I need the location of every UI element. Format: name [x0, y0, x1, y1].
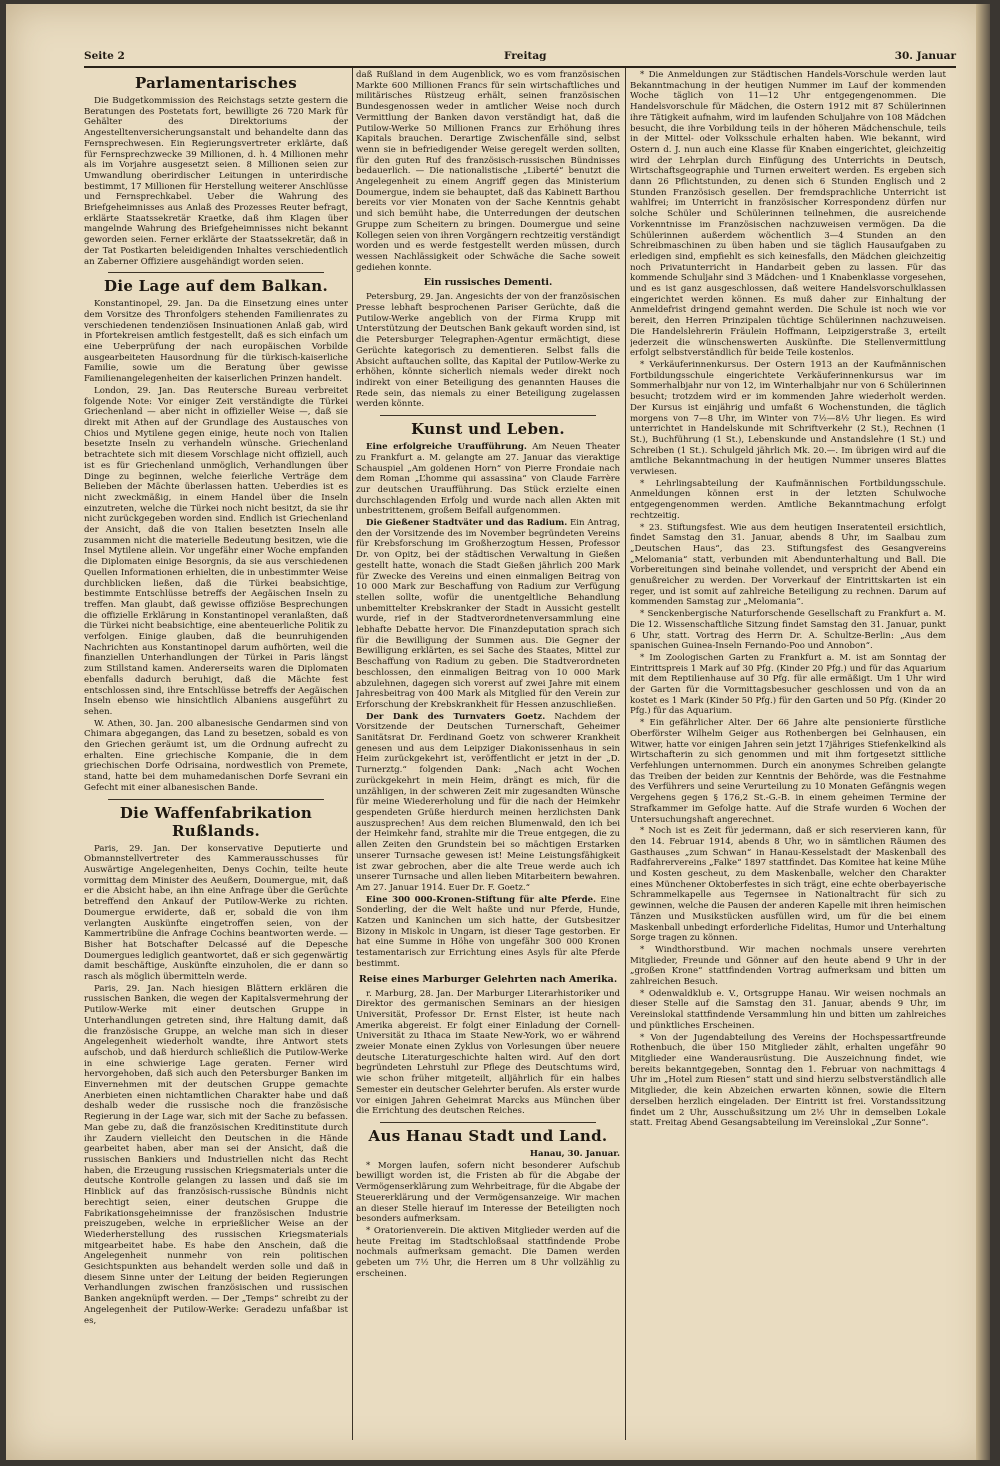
- article-paragraph: W. Athen, 30. Jan. 200 albanesische Gendarmen sind von Chimara abgegangen, das Land zu besetzen, sobald es von den Griechen geräumt ist, um die Ordnung aufrecht zu erhalten. Eine griechische Kompanie, die in dem griechischen Dorfe Odrisaina, nordwestlich von Premete, stand, hatte bei dem muhamedanischen Dorfe Sevrani ein Gefecht mit einer albanesischen Bande.: [84, 718, 348, 793]
- column-2: [356, 70, 620, 1440]
- item-heading: Eine erfolgreiche Uraufführung.: [366, 442, 527, 453]
- column-1: [84, 70, 348, 1440]
- article-paragraph: [356, 518, 620, 711]
- item-text: Nachdem der Vorsitzende der Deutschen Turnerschaft, Geheimer Sanitätsrat Dr. Ferdinand Goetz von schwerer Krankheit genesen und aus dem Leipziger Diakonissenhaus in sein Heim zurückgekehrt ist, veröffentlicht er jetzt in der „D. Turnerztg.“ folgenden Dank: „Nach acht Wochen zurückgekehrt in mein Heim, drängt es mich, für die unzähligen, in der schweren Zeit mir zugesandten Wünsche für meine Wiedererholung und für die nach der Heimkehr gespendeten Grüße hierdurch meinen herzlichsten Dank auszusprechen! Aus dem reichen Blumenwald, den ich bei der Heimkehr fand, strahlte mir die Treue entgegen, die zu allen Zeiten den Grundstein bei so mächtigen Erstarken unserer Turnsache gewesen ist! Meine Leistungsfähigkeit ist zwar gebrochen, aber die alte Treue werde auch ich unserer Turnsache und allen lieben Mitarbeitern bewahren. Am 27. Januar 1914. Euer Dr. F. Goetz.“: [356, 711, 620, 893]
- local-news-item: * Im Zoologischen Garten zu Frankfurt a. M. ist am Sonntag der Eintrittspreis 1 Mark auf 30 Pfg. (Kinder 20 Pfg.) und für das Aquarium mit dem Reptilienhause auf 30 Pfg. für alle ermäßigt. Um 1 Uhr wird der Garten für die Vormittagsbesucher geschlossen und von da an kostet es 1 Mark (Kinder 50 Pfg.) für den Garten und 50 Pfg. (Kinder 20 Pfg.) für das Aquarium.: [630, 652, 946, 717]
- column-rule-2: [625, 68, 626, 1440]
- item-heading: Die Gießener Stadtväter und das Radium.: [366, 518, 568, 529]
- page-number: Seite 2: [84, 50, 125, 62]
- section-title-waffenfabrikation: Die Waffenfabrikation Rußlands.: [119, 803, 313, 840]
- article-paragraph: [356, 895, 620, 970]
- local-news-item: * Ein gefährlicher Alter. Der 66 Jahre alte pensionierte fürstliche Oberförster Wilhelm Geiger aus Rothenbergen bei Gelnhausen, ein Witwer, hatte vor einigen Jahren sein jetzt 17jähriges Stiefenkelkind als Wirtschafterin zu sich genommen und mit ihm fortgesetzt sittliche Verfehlungen unternommen. Durch ein anonymes Schreiben gelangte das Treiben der beiden zur Kenntnis der Behörde, was die Festnahme des Verführers und seine Verurteilung zu 10 Monaten Gefängnis wegen Vergehens gegen § 176,2 St.-G.-B. in einem geheimen Termine der Strafkammer im Gefolge hatte. Auf die Strafe wurden 6 Wochen der Untersuchungshaft angerechnet.: [630, 718, 946, 825]
- subheading-dementi: Ein russisches Dementi.: [423, 277, 553, 289]
- page-gutter-shadow: [976, 4, 990, 1460]
- header-rule: [84, 66, 956, 68]
- article-paragraph: [356, 712, 620, 894]
- running-header: [84, 50, 956, 66]
- article-separator: [108, 272, 324, 273]
- article-paragraph: Konstantinopel, 29. Jan. Da die Einsetzung eines unter dem Vorsitze des Thronfolgers stehenden Familienrates zu verschiedenen tendenziösen Insinuationen Anlaß gab, wird in Pfortekreisen amtlich festgestellt, daß es sich einfach um eine Ueberprüfung der nach europäischen Vorbilde ausgearbeiteten Hausordnung für die türkisch-kaiserliche Familie, sowie um die Beratung über gewisse Familienangelegenheiten der kaiserlichen Prinzen handelt.: [84, 299, 348, 385]
- column-rule-1: [352, 68, 353, 1440]
- item-text: Am Neuen Theater zu Frankfurt a. M. gelangte am 27. Januar das vieraktige Schauspiel „Am goldenen Horn“ von Pierre Frondaie nach dem Roman „L’homme qui assassina“ von Claude Farrère zur deutschen Uraufführung. Das Stück erzielte einen durchschlagenden Erfolg und wurde nach allen Akten mit unbestrittenem, großem Beifall aufgenommen.: [356, 442, 620, 517]
- header-weekday: Freitag: [504, 50, 547, 62]
- local-news-item: * Verkäuferinnenkursus. Der Ostern 1913 an der Kaufmännischen Fortbildungsschule eingerichtete Verkäuferinnenkursus war im Sommerhalbjahr nur von 12, im Winterhalbjahr nur von 6 Schülerinnen besucht; trotzdem wird er im kommenden Jahre wiederholt werden. Der Kursus ist einjährig und umfaßt 6 Wochenstunden, die täglich morgens von 7—8 Uhr, im Winter von 7½—8½ Uhr liegen. Es wird unterrichtet in Handelskunde mit Schriftverkehr (2 St.), Rechnen (1 St.), Buchführung (1 St.), Lebenskunde und Anstandslehre (1 St.) und Schreiben (1 St.). Schulgeld jährlich Mk. 20.—. Im übrigen wird auf die amtliche Bekanntmachung in der heutigen Nummer unseres Blattes verwiesen.: [630, 359, 946, 478]
- local-news-item: * Senckenbergische Naturforschende Gesellschaft zu Frankfurt a. M. Die 12. Wissenschaftliche Sitzung findet Samstag den 31. Januar, punkt 6 Uhr, statt. Vortrag des Herrn Dr. A. Schultze-Berlin: „Aus dem spanischen Guinea-Inseln Fernando-Poo und Annobon“.: [630, 609, 946, 652]
- local-news-item: * Noch ist es Zeit für jedermann, daß er sich reservieren kann, für den 14. Februar 1914, abends 8 Uhr, wo in sämtlichen Räumen des Gasthauses „zum Schwan“ in Hanau-Kesselstadt der Maskenball des Radfahrervereins „Falke“ 1897 stattfindet. Das Komitee hat keine Mühe und Kosten gescheut, zu dem Maskenballe, welcher den Charakter eines Münchener Oktoberfestes in sich trägt, eine echte oberbayerische Schrammelkapelle aus Tegernsee in Nationaltracht für sich zu gewinnen, welche die Pausen der anderen Kapelle mit ihren heimischen Tänzen und Musikstücken ausfüllen wird, um für die bei einem Maskenball unbedingt erforderliche Fidelitas, Humor und Unterhaltung Sorge tragen zu können.: [630, 826, 946, 944]
- local-news-item: * 23. Stiftungsfest. Wie aus dem heutigen Inseratenteil ersichtlich, findet Samstag den 31. Januar, abends 8 Uhr, im Saalbau zum „Deutschen Haus“, das 23. Stiftungsfest des Gesangvereins „Melomania“ statt, verbunden mit Abendunterhaltung und Ball. Die Vorbereitungen sind beinahe vollendet, und verspricht der Abend ein genußreicher zu werden. Der Vorverkauf der Eintrittskarten ist ein reger, und ist somit auf zahlreiche Beteiligung zu rechnen. Darum auf kommenden Samstag zur „Melomania“.: [630, 522, 946, 608]
- section-title-hanau: Aus Hanau Stadt und Land.: [368, 1126, 608, 1145]
- article-paragraph: * Morgen laufen, sofern nicht besonderer Aufschub bewilligt worden ist, die Fristen ab für die Abgabe der Vermögenserklärung zum Wehrbeitrage, für die Abgabe der Steuererklärung und der Vermögensanzeige. Wir machen an dieser Stelle hierauf im Interesse der Beteiligten noch besonders aufmerksam.: [356, 1160, 620, 1225]
- article-paragraph: Paris, 29. Jan. Der konservative Deputierte und Obmannstellvertreter des Kammerausschusses für Auswärtige Angelegenheiten, Denys Cochin, teilte heute vormittag dem Minister des Aeußern, Doumergue, mit, daß er die Absicht habe, an ihn eine Anfrage über die Gerüchte betreffend den Ankauf der Putilow-Werke zu richten. Doumergue erwiderte, daß er, sobald die von ihm verlangten Auskünfte eingetroffen seien, von der Kammertribüne die Anfrage Cochins beantworten werde. — Bisher hat Botschafter Delcassé auf die Depesche Doumergues lediglich geantwortet, daß er sich gegenwärtig damit beschäftige, Auskünfte einzuholen, die er dann so rasch als möglich übermitteln werde.: [84, 843, 348, 983]
- local-news-item: * Die Anmeldungen zur Städtischen Handels-Vorschule werden laut Bekanntmachung in der heutigen Nummer im Lauf der kommenden Woche täglich von 11—12 Uhr entgegengenommen. Die Handelsvorschule für Mädchen, die Ostern 1912 mit 87 Schülerinnen ihre Tätigkeit aufnahm, wird im laufenden Schuljahre von 108 Mädchen besucht, die ihre Vorbildung teils in der höheren Mädchenschule, teils in der Mittel- oder Volksschule erhalten haben. Wie bekannt, wird Ostern d. J. nun auch eine Klasse für Knaben eingerichtet, gleichzeitig wird der Lehrplan durch Einfügung des Unterrichts in Deutsch, Wirtschaftsgeographie und Turnen erweitert werden. Es ergeben sich dann 26 Pflichtstunden, zu denen sich 6 Stunden Englisch und 2 Stunden Französisch gesellen. Der fremdsprachliche Unterricht ist wahlfrei; im Unterricht in französischer Korrespondenz dürfen nur solche Schüler und Schülerinnen teilnehmen, die ausreichende Vorkenntnisse im Französischen nachzuweisen vermögen. Da die Schülerinnen außerdem wöchentlich 3—4 Stunden an den Schreibmaschinen zu üben haben und sie täglich Hausaufgaben zu erledigen sind, empfiehlt es sich keinesfalls, den Mädchen gleichzeitig noch Privatunterricht in Handarbeit geben zu lassen. Für das kommende Schuljahr sind 3 Mädchen- und 1 Knabenklasse vorgesehen, und es ist ganz ausgeschlossen, daß weitere Handelsvorschulklassen eingerichtet werden können. Es muß daher zur Einhaltung der Anmeldefrist dringend gemahnt werden. Die Schule ist noch wie vor bereit, den Herren Prinzipalen tüchtige Schülerinnen nachzuweisen. Die Handelslehrerin Fräulein Hoffmann, Leipzigerstraße 3, erteilt jederzeit die wünschenswerten Auskünfte. Die Stellenvermittlung erfolgt selbstverständlich für beide Teile kostenlos.: [630, 70, 946, 359]
- article-paragraph: London, 29. Jan. Das Reutersche Bureau verbreitet folgende Note: Vor einiger Zeit verständigte die Türkei Griechenland — aber nicht in offizieller Weise —, daß sie direkt mit Athen auf der Grundlage des Austausches von Chios und Mytilene gegen einige, heute noch von Italien besetzte Inseln zu verhandeln wünsche. Griechenland betrachtete sich mit diesem Vorschlage nicht offiziell, auch ist es für Griechenland unmöglich, Verhandlungen über Dinge zu beginnen, welche feierliche Verträge dem Belieben der Mächte überlassen hatten. Ueberdies ist es nicht zweckmäßig, in einem Handel über die Inseln einzutreten, welche die Türkei noch nicht besitzt, da sie ihr nicht zurückgegeben worden sind. Endlich ist Griechenland der Ansicht, daß die von Italien besetzten Inseln alle zusammen nicht die materielle Bedeutung besitzen, wie die Insel Mytilene allein. Vor ungefähr einer Woche empfanden die Diplomaten einige Besorgnis, da sie aus verschiedenen Quellen Informationen erhielten, die in unbestimmter Weise durchblicken ließen, daß die Türkei beabsichtige, bestimmte Entschlüsse betreffs der Aegäischen Inseln zu treffen. Man glaubt, daß gewisse offiziöse Besprechungen die offizielle Erklärung in Konstantinopel veranlaßten, daß die Türkei nicht beabsichtige, eine abenteuerliche Politik zu verfolgen. Einige glauben, daß die beunruhigenden Nachrichten aus Konstantinopel darum aufhörten, weil die finanziellen Unterhandlungen der Türkei in Paris längst zum Stillstand kamen. Andererseits waren die Diplomaten ebenfalls dadurch beruhigt, daß die Mächte fest entschlossen sind, ihre Entschlüsse betreffs der Aegäischen Inseln ebenso wie hinsichtlich Albaniens ausgeführt zu sehen.: [84, 385, 348, 717]
- article-separator: [380, 415, 596, 416]
- article-separator: [108, 799, 324, 800]
- dateline: Hanau, 30. Januar.: [529, 1148, 620, 1159]
- item-heading: Eine 300 000-Kronen-Stiftung für alte Pferde.: [366, 894, 597, 905]
- article-paragraph: * Oratorienverein. Die aktiven Mitglieder werden auf die heute Freitag im Stadtschloßsaal stattfindende Probe nochmals aufmerksam gemacht. Die Damen werden gebeten um 7½ Uhr, die Herren um 8 Uhr vollzählig zu erscheinen.: [356, 1225, 620, 1279]
- header-date: 30. Januar: [894, 50, 956, 62]
- section-title-parlamentarisches: Parlamentarisches: [134, 74, 298, 92]
- article-paragraph: [356, 442, 620, 517]
- local-news-item: * Windthorstbund. Wir machen nochmals unsere verehrten Mitglieder, Freunde und Gönner auf den heute abend 9 Uhr in der „großen Krone“ stattfindenden Vortrag aufmerksam und bitten um zahlreichen Besuch.: [630, 944, 946, 988]
- article-paragraph: Petersburg, 29. Jan. Angesichts der von der französischen Presse lebhaft besprochenen Pariser Gerüchte, daß die Putilow-Werke angeblich von der Firma Krupp mit Unterstützung der Deutschen Bank gekauft worden sind, ist die Petersburger Telegraphen-Agentur ermächtigt, diese Gerüchte kategorisch zu dementieren. Selbst falls die Absicht auftauchen sollte, das Kapital der Putilow-Werke zu erhöhen, könnte sicherlich niemals weder direkt noch indirekt von einer Beteiligung des genannten Hauses die Rede sein, das niemals zu einer Beteiligung zugelassen werden könnte.: [356, 292, 620, 410]
- newspaper-page: [6, 4, 990, 1460]
- section-title-kunst-und-leben: Kunst und Leben.: [411, 420, 565, 439]
- subheading-marburg: Reise eines Marburger Gelehrten nach Amerika.: [358, 973, 618, 985]
- item-text: Ein Antrag, den der Vorsitzende des im November begründeten Vereins für Krebsforschung im Großherzogtum Hessen, Professor Dr. von Opitz, bei der städtischen Verwaltung in Gießen gestellt hatte, wonach die Stadt Gießen jährlich 200 Mark für Zwecke des Vereins und einen einmaligen Beitrag von 10 000 Mark zur Beschaffung von Radium zur Verfügung stellen sollte, wofür die unentgeltliche Behandlung unbemittelter Krebskranker der Stadt in Aussicht gestellt wurde, rief in der Stadtverordnetenversammlung eine lebhafte Debatte hervor. Die Finanzdeputation sprach sich für die Bewilligung der Summen aus. Die Gegner der Bewilligung erklärten, es sei Sache des Staates, Mittel zur Beschaffung von Radium zu geben. Die Stadtverordneten beschlossen, den einmaligen Beitrag von 10 000 Mark abzulehnen, dagegen sich vorerst auf zwei Jahre mit einem Jahresbeitrag von 400 Mark als Mitglied für den Verein zur Erforschung der Krebskrankheit für Hessen anzuschließen.: [356, 518, 620, 710]
- local-news-item: * Von der Jugendabteilung des Vereins der Hochspessartfreunde Rothenbuch, die über 150 Mitglieder zählt, erhalten ungefähr 90 Mitglieder eine Wanderausrüstung. Die Auszeichnung findet, wie bereits bekanntgegeben, Sonntag den 1. Februar von nachmittags 4 Uhr im „Hotel zum Riesen“ statt und sind hierzu selbstverständlich alle Mitglieder, die kein Abzeichen erwarten können, sowie die Eltern derselben herzlich eingeladen. Der Eintritt ist frei. Vorstandssitzung findet um 2 Uhr, Ausschußsitzung um 2½ Uhr in demselben Lokale statt. Freitag Abend Gesangsabteilung im Vereinslokal „Zur Sonne“.: [630, 1032, 946, 1129]
- article-paragraph: Paris, 29. Jan. Nach hiesigen Blättern erklären die russischen Banken, die wegen der Kapitalsvermehrung der Putilow-Werke mit einer deutschen Gruppe in Unterhandlungen getreten sind, ihre Haltung damit, daß die französische Gruppe, an welche man sich in dieser Angelegenheit wiederholt wandte, ihre Antwort stets aufschob, und daß hierdurch schließlich die Putilow-Werke in eine schwierige Lage geraten. Ferner wird hervorgehoben, daß sich auch den Petersburger Banken im Einvernehmen mit der deutschen Gruppe gemachte Anerbieten einen nichtamtlichen Charakter habe und daß deshalb weder die russische noch die französische Regierung in der Lage war, sich mit der Sache zu befassen. Man gebe zu, daß die französischen Kreditinstitute durch ihr Zaudern vielleicht den Deutschen in die Hände gearbeitet haben, aber man sei der Ansicht, daß die russischen Bankiers und Industriellen nicht das Recht haben, die Erzeugung russischen Kriegsmaterials unter die deutsche Kontrolle gelangen zu lassen und daß sie im Hinblick auf das französisch-russische Bündnis nicht berechtigt seien, einer deutschen Gruppe die Fabrikationsgeheimnisse der französischen Industrie preiszugeben, welche in erprießlicher Weise an der Wiederherstellung des russischen Kriegsmaterials mitgearbeitet habe. Es habe den Anschein, daß die Angelegenheit nunmehr von rein politischen Gesichtspunkten aus behandelt werden solle und daß in diesem Sinne unter der Leitung der beiden Regierungen Verhandlungen zwischen französischen und russischen Banken angeknüpft werden. — Der „Temps“ schreibt zu der Angelegenheit der Putilow-Werke: Geradezu unfaßbar ist es,: [84, 983, 348, 1326]
- local-news-item: * Odenwaldklub e. V., Ortsgruppe Hanau. Wir weisen nochmals an dieser Stelle auf die Samstag den 31. Januar, abends 9 Uhr, im Vereinslokal stattfindende Versammlung hin und bitten um zahlreiches und pünktliches Erscheinen.: [630, 988, 946, 1031]
- article-paragraph: r. Marburg, 28. Jan. Der Marburger Literarhistoriker und Direktor des germanischen Seminars an der hiesigen Universität, Professor Dr. Ernst Elster, ist heute nach Amerika abgereist. Er folgt einer Einladung der Cornell-Universität zu Ithaca im Staate New-York, wo er während zweier Monate einen Zyklus von Vorlesungen über neuere deutsche Literaturgeschichte halten wird. Auf den dort begründeten Lehrstuhl zur Pflege des Deutschtums wird, wie schon früher mitgeteilt, alljährlich für ein halbes Semester ein deutscher Gelehrter berufen. Als erster wurde vor einigen Jahren Geheimrat Marcks aus München über die Errichtung des deutschen Reiches.: [356, 988, 620, 1117]
- article-separator: [380, 1122, 596, 1123]
- section-title-balkan: Die Lage auf dem Balkan.: [104, 277, 328, 296]
- item-text: Eine Sonderling, der die Welt haßte und nur Pferde, Hunde, Katzen und Kaninchen um sich hatte, der Gutsbesitzer Bizony in Miskolc in Ungarn, ist dieser Tage gestorben. Er hat eine Summe in Höhe von ungefähr 300 000 Kronen testamentarisch zur Errichtung eines Asyls für alte Pferde bestimmt.: [356, 894, 620, 969]
- local-news-item: * Lehrlingsabteilung der Kaufmännischen Fortbildungsschule. Anmeldungen können erst in der letzten Schulwoche entgegengenommen werden. Amtliche Bekanntmachung erfolgt rechtzeitig.: [630, 478, 946, 521]
- column-3: [630, 70, 946, 1440]
- item-heading: Der Dank des Turnvaters Goetz.: [366, 711, 546, 722]
- article-paragraph: daß Rußland in dem Augenblick, wo es vom französischen Markte 600 Millionen Francs für sein wirtschaftliches und militärisches Rüstzeug erhält, seinen französischen Bundesgenossen weder in amtlicher Weise noch durch Vermittlung der Banken davon verständigt hat, daß die Putilow-Werke 50 Millionen Francs zur Erhöhung ihres Kapitals brauchen. Derartige Zwischenfälle sind, selbst wenn sie in befriedigender Weise geregelt werden sollten, für den guten Ruf des französisch-russischen Bündnisses bedauerlich. — Die nationalistische „Liberté“ benutzt die Angelegenheit zu einem Angriff gegen das Ministerium Doumergue, indem sie behauptet, daß das Kabinett Barthou bereits vor vier Monaten von der Sache Kenntnis gehabt und sich bemüht habe, die Unterredungen der deutschen Gruppe zum Scheitern zu bringen. Doumergue und seine Kollegen seien von ihren Vorgängern rechtzeitig verständigt worden und es werde festgestellt werden müssen, durch wessen Nachlässigkeit oder Schwäche die Sache soweit gediehen konnte.: [356, 70, 620, 273]
- article-paragraph: Die Budgetkommission des Reichstags setzte gestern die Beratungen des Postetats fort, bewilligte 26 720 Mark für Gehälter des Direktoriums der Angestelltenversicherungsanstalt und behandelte dann das Fernsprechwesen. Ein Regierungsvertreter erklärte, daß für Fernsprechzwecke 39 Millionen, d. h. 4 Millionen mehr als im Vorjahre ausgesetzt seien. 8 Millionen seien zur Umwandlung oberirdischer Leitungen in unterirdische bestimmt, 17 Millionen für Herstellung weiterer Anschlüsse und Fernsprechkabel. Ueber die Wahrung des Briefgeheimnisses aus Anlaß des Prozesses Reuter befragt, erklärte Staatssekretär Kraetke, daß ihm Klagen über mangelnde Wahrung des Briefgeheimnisses nicht bekannt geworden seien. Ferner erklärte der Staatssekretär, daß in der Tat Postkarten beleidigenden Inhaltes verschiedentlich an Zaberner Offiziere ausgehändigt worden seien.: [84, 96, 348, 267]
